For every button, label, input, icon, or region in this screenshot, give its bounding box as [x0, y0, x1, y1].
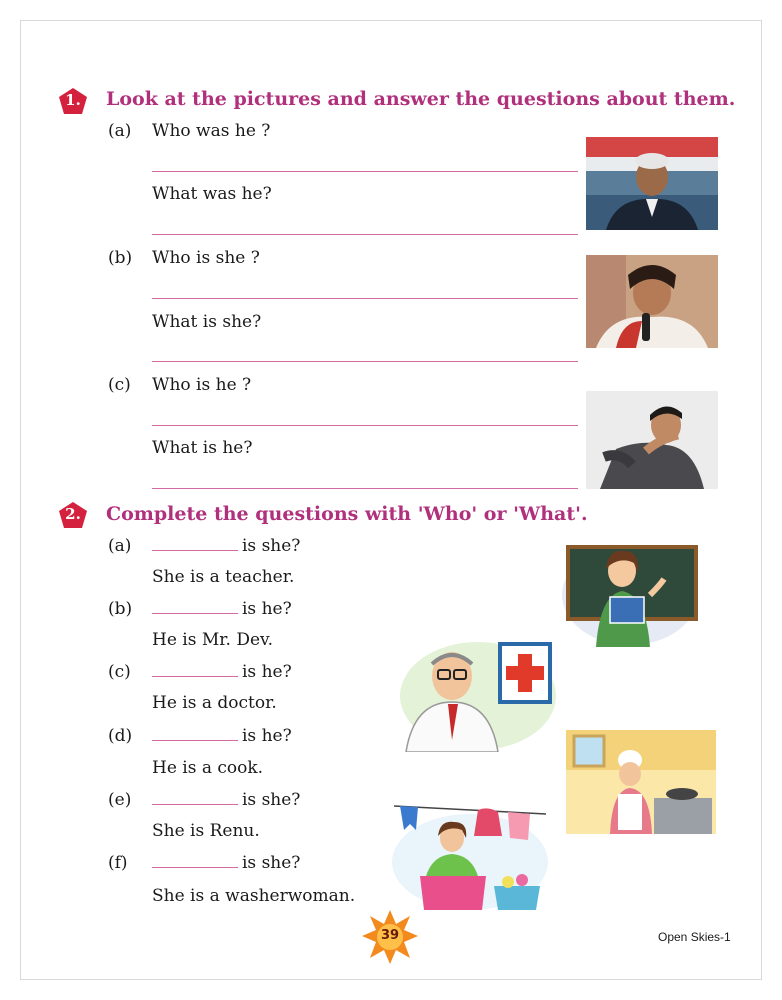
washerwoman-illustration: [390, 796, 550, 910]
answer-text: She is a teacher.: [152, 567, 295, 587]
fill-blank[interactable]: [152, 853, 238, 868]
answer-line[interactable]: [152, 361, 578, 362]
doctor-illustration: [396, 636, 558, 752]
question-text: Who is she ?: [152, 248, 260, 268]
answer-line[interactable]: [152, 171, 578, 172]
question-row: [152, 599, 292, 619]
question-text: Who is he ?: [152, 375, 252, 395]
item-label: (b): [108, 248, 133, 268]
cook-illustration: [566, 730, 716, 834]
portrait-man-suit-image: [586, 137, 718, 230]
item-label: (a): [108, 536, 132, 556]
item-label: (f): [108, 853, 128, 873]
question-text: is he?: [242, 599, 292, 619]
section-2-heading: Complete the questions with 'Who' or 'What'.: [106, 503, 588, 525]
question-row: [152, 536, 300, 556]
question-row: [152, 853, 300, 873]
answer-text: She is a washerwoman.: [152, 886, 356, 906]
question-text: is he?: [242, 726, 292, 746]
portrait-man-thinking-image: [586, 391, 718, 489]
fill-blank[interactable]: [152, 536, 238, 551]
question-row: [152, 790, 300, 810]
page-number-star: [360, 908, 420, 966]
item-label: (c): [108, 375, 131, 395]
answer-text: He is Mr. Dev.: [152, 630, 274, 650]
question-text: What is she?: [152, 312, 262, 332]
answer-line[interactable]: [152, 234, 578, 235]
answer-text: He is a doctor.: [152, 693, 277, 713]
item-label: (a): [108, 121, 132, 141]
fill-blank[interactable]: [152, 599, 238, 614]
answer-text: She is Renu.: [152, 821, 260, 841]
question-text: What is he?: [152, 438, 253, 458]
answer-line[interactable]: [152, 425, 578, 426]
question-text: What was he?: [152, 184, 272, 204]
page-number: 39: [380, 928, 400, 943]
section-2-badge: 2.: [58, 501, 88, 529]
fill-blank[interactable]: [152, 662, 238, 677]
item-label: (c): [108, 662, 131, 682]
answer-text: He is a cook.: [152, 758, 264, 778]
question-text: is she?: [242, 536, 301, 556]
question-text: is he?: [242, 662, 292, 682]
item-label: (b): [108, 599, 133, 619]
section-1-heading: Look at the pictures and answer the questions about them.: [106, 88, 736, 110]
portrait-woman-singer-image: [586, 255, 718, 348]
question-row: [152, 662, 292, 682]
section-1-badge: 1.: [58, 87, 88, 115]
fill-blank[interactable]: [152, 790, 238, 805]
fill-blank[interactable]: [152, 726, 238, 741]
teacher-illustration: [560, 535, 700, 647]
answer-line[interactable]: [152, 298, 578, 299]
item-label: (d): [108, 726, 133, 746]
question-row: [152, 726, 292, 746]
question-text: is she?: [242, 790, 301, 810]
question-text: is she?: [242, 853, 301, 873]
question-text: Who was he ?: [152, 121, 271, 141]
item-label: (e): [108, 790, 132, 810]
book-title: Open Skies-1: [658, 930, 731, 944]
answer-line[interactable]: [152, 488, 578, 489]
